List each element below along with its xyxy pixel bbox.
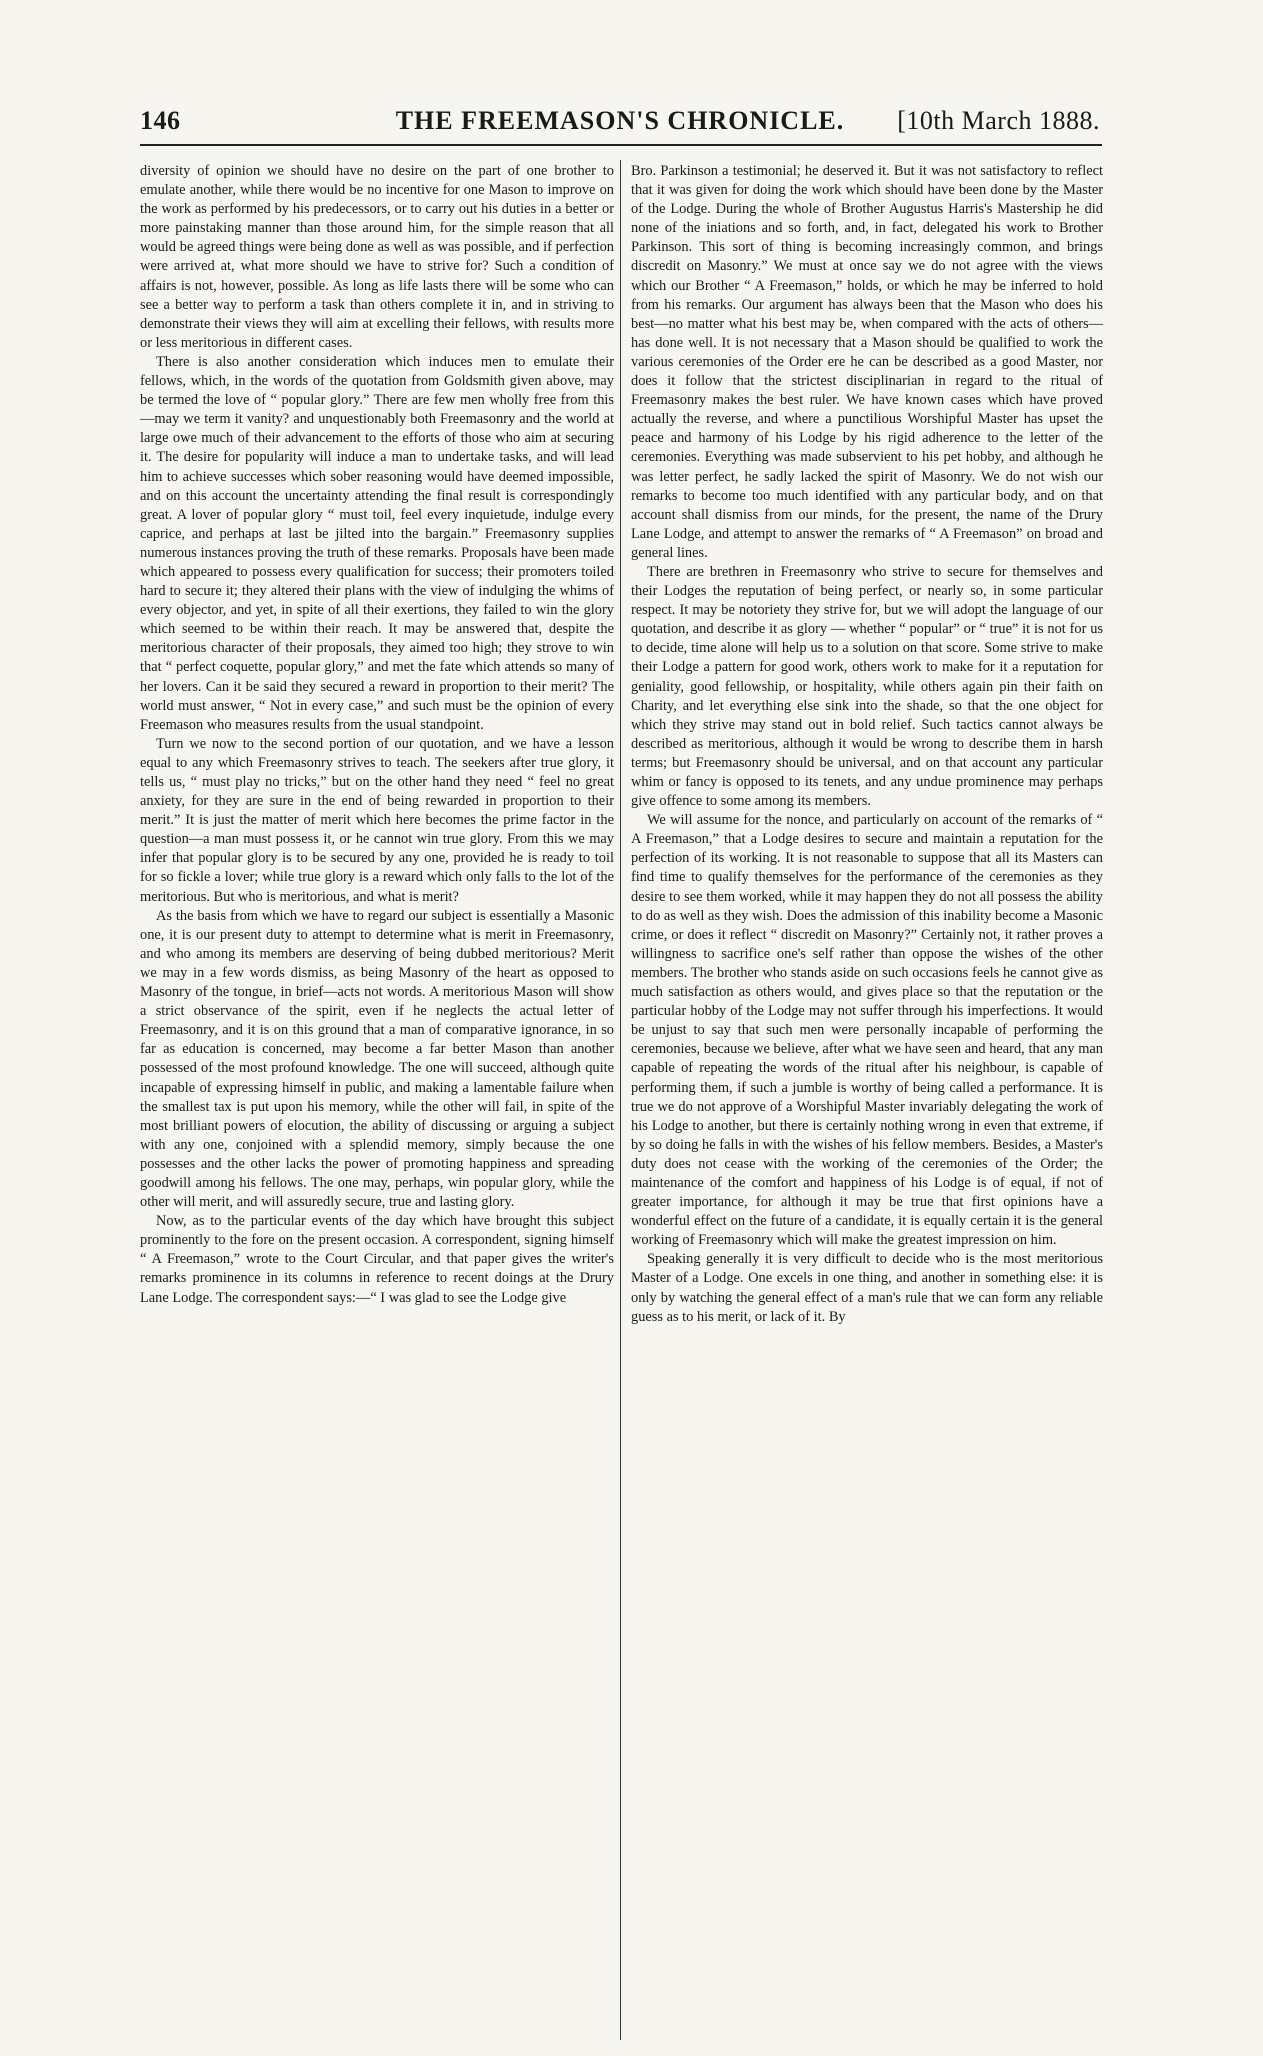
paragraph: There are brethren in Freemasonry who strive to secure for themselves and their Lodges the reputation of being perfect, or nearly so, in some particular respect. It may be notoriety they strive for, but we will adopt the language of our quotation, and describe it as glory — whether “ popular” or “ true” it is not for us to decide, time alone will help us to a solution on that score. Some strive to make their Lodge a pattern for good work, others work to make for it a reputation for geniality, good fellowship, or hospitality, while others again pin their faith on Charity, and let everything else sink into the shade, so that the one object for which they strive may stand out in bold relief. Such tactics cannot always be described as meritorious, although it would be wrong to describe them in harsh terms; but Freemasonry should be universal, and on that account any particular whim or fancy is opposed to its tenets, and any undue prominence may perhaps give offence to some among its members. bbox=[631, 563, 1103, 810]
paragraph: Turn we now to the second portion of our quotation, and we have a lesson equal to any which Freemasonry strives to teach. The seekers after true glory, it tells us, “ must play no tricks,” but on the other hand they need “ feel no great anxiety, for they are sure in the end of being rewarded in proportion to their merit.” It is just the matter of merit which here becomes the prime factor in the question—a man must possess it, or he cannot win true glory. From this we may infer that popular glory is to be secured by any one, provided he is ready to toil for so fickle a lover; while true glory is a reward which only falls to the lot of the meritorious. But who is meritorious, and what is merit? bbox=[140, 735, 614, 905]
paragraph: Now, as to the particular events of the day which have brought this subject prominently to the fore on the present occasion. A correspondent, signing himself “ A Freemason,” wrote to the Court Circular, and that paper gives the writer's remarks prominence in its columns in reference to recent doings at the Drury Lane Lodge. The correspondent says:—“ I was glad to see the Lodge give bbox=[140, 1213, 614, 1306]
paragraph: We will assume for the nonce, and particularly on account of the remarks of “ A Freemason,” that a Lodge desires to secure and maintain a reputation for the perfection of its working. It is not reasonable to suppose that all its Masters can find time to qualify themselves for the performance of the ceremonies as they desire to see them worked, while it may happen they do not all possess the ability to do as well as they wish. Does the admission of this inability become a Masonic crime, or does it reflect “ discredit on Masonry?” Certainly not, it rather proves a willingness to sacrifice one's self rather than oppose the wishes of the other members. The brother who stands aside on such occasions feels he cannot give as much satisfaction as others would, and gives place so that the reputation or the particular hobby of the Lodge may not suffer through his imperfections. It would be unjust to say that such men were personally incapable of performing the ceremonies, because we believe, after what we have seen and heard, that any man capable of repeating the words of the ritual after his neighbour, is capable of performing them, if such a jumble is worthy of being called a performance. It is true we do not approve of a Worshipful Master invariably delegating the work of his Lodge to another, but there is certainly nothing wrong in even that extreme, if by so doing he falls in with the wishes of his fellow members. Besides, a Master's duty does not cease with the working of the ceremonies of the Order; the maintenance of the comfort and happiness of his Lodge is of equal, if not of greater importance, for although it may be true that first opinions have a wonderful effect on the future of a candidate, it is equally certain it is the general working of Freemasonry which will make the greatest impression on him. bbox=[631, 812, 1103, 1249]
page-number: 146 bbox=[140, 106, 181, 135]
paragraph: Speaking generally it is very difficult to decide who is the most meritorious Master of a Lodge. One excels in one thing, and another in something else: it is only by watching the general effect of a man's rule that we can form any reliable guess as to his merit, or lack of it. By bbox=[631, 1251, 1103, 1325]
masthead bbox=[140, 104, 1100, 144]
left-column bbox=[140, 162, 614, 2032]
header-rule bbox=[140, 144, 1102, 146]
paragraph: There is also another consideration which induces men to emulate their fellows, which, in the words of the quotation from Goldsmith given above, may be termed the love of “ popular glory.” There are few men wholly free from this—may we term it vanity? and unquestionably both Freemasonry and the world at large owe much of their advancement to the efforts of those who aim at securing it. The desire for popularity will induce a man to undertake tasks, and will lead him to achieve successes which sober reasoning would have deemed impossible, and on this account the uncertainty attending the final result is correspondingly great. A lover of popular glory “ must toil, feel every inquietude, indulge every caprice, and perhaps at last be jilted into the bargain.” Freemasonry supplies numerous instances proving the truth of these remarks. Proposals have been made which appeared to possess every qualification for success; their promoters toiled hard to secure it; they altered their plans with the view of indulging the whims of every objector, and yet, in spite of all their exertions, they failed to win the glory which seemed to be within their reach. It may be answered that, despite the meritorious character of their proposals, they aimed too high; they strove to win that “ perfect coquette, popular glory,” and met the fate which attends so many of her lovers. Can it be said they secured a reward in proportion to their merit? The world must answer, “ Not in every case,” and such must be the opinion of every Freemason who measures results from the usual standpoint. bbox=[140, 353, 614, 733]
paragraph: As the basis from which we have to regard our subject is essentially a Masonic one, it is our present duty to attempt to determine what is merit in Freemasonry, and who among its members are deserving of being dubbed meritorious? Merit we may in a few words dismiss, as being Masonry of the heart as opposed to Masonry of the tongue, in brief—acts not words. A meritorious Mason will show a strict observance of the spirit, even if he neglects the actual letter of Freemasonry, and it is on this ground that a man of comparative ignorance, in so far as education is concerned, may become a far better Mason than another possessed of the most profound knowledge. The one will succeed, although quite incapable of expressing himself in public, and making a lamentable failure when the smallest tax is put upon his memory, while the other will fail, in spite of the most brilliant powers of elocution, the ability of discussing or arguing a subject with any one, conjoined with a splendid memory, simply because the one possesses and the other lacks the power of promoting happiness and spreading goodwill among his fellows. The one may, perhaps, win popular glory, while the other will merit, and will assuredly secure, true and lasting glory. bbox=[140, 907, 614, 1211]
column-divider bbox=[620, 160, 621, 2040]
paragraph: Bro. Parkinson a testimonial; he deserved it. But it was not satisfactory to reflect that it was given for doing the work which should have been done by the Master of the Lodge. During the whole of Brother Augustus Harris's Mastership he did none of the iniations and so forth, and, in fact, delegated his work to Brother Parkinson. This sort of thing is becoming increasingly common, and brings discredit on Masonry.” We must at once say we do not agree with the views which our Brother “ A Freemason,” holds, or which he may be inferred to hold from his remarks. Our argument has always been that the Mason who does his best—no matter what his best may be, when compared with the acts of others—has done well. It is not necessary that a Mason should be qualified to work the various ceremonies of the Order ere he can be described as a good Master, nor does it follow that the strictest disciplinarian in regard to the ritual of Freemasonry makes the best ruler. We have known cases which have proved actually the reverse, and where a punctilious Worshipful Master has upset the peace and harmony of his Lodge by his rigid adherence to the letter of the ceremonies. Everything was made subservient to his pet hobby, and although he was letter perfect, he sadly lacked the spirit of Masonry. We do not wish our remarks to become too much identified with any particular body, and on that account shall dismiss from our minds, for the present, the name of the Drury Lane Lodge, and attempt to answer the remarks of “ A Freemason” on broad and general lines. bbox=[631, 163, 1103, 561]
paragraph: diversity of opinion we should have no desire on the part of one brother to emulate another, while there would be no incentive for one Mason to improve on the work as performed by his predecessors, or to carry out his duties in a better or more painstaking manner than those around him, for the simple reason that all would be agreed things were being done as well as was possible, and if perfection were arrived at, what more should we have to strive for? Such a condition of affairs is not, however, possible. As long as life lasts there will be some who can see a better way to perform a task than others complete it in, and in striving to demonstrate their views they will aim at excelling their fellows, with results more or less meritorious in different cases. bbox=[140, 163, 614, 351]
issue-date: [10th March 1888. bbox=[897, 106, 1100, 135]
publication-title: THE FREEMASON'S CHRONICLE. bbox=[395, 106, 845, 135]
right-column bbox=[631, 162, 1103, 2032]
